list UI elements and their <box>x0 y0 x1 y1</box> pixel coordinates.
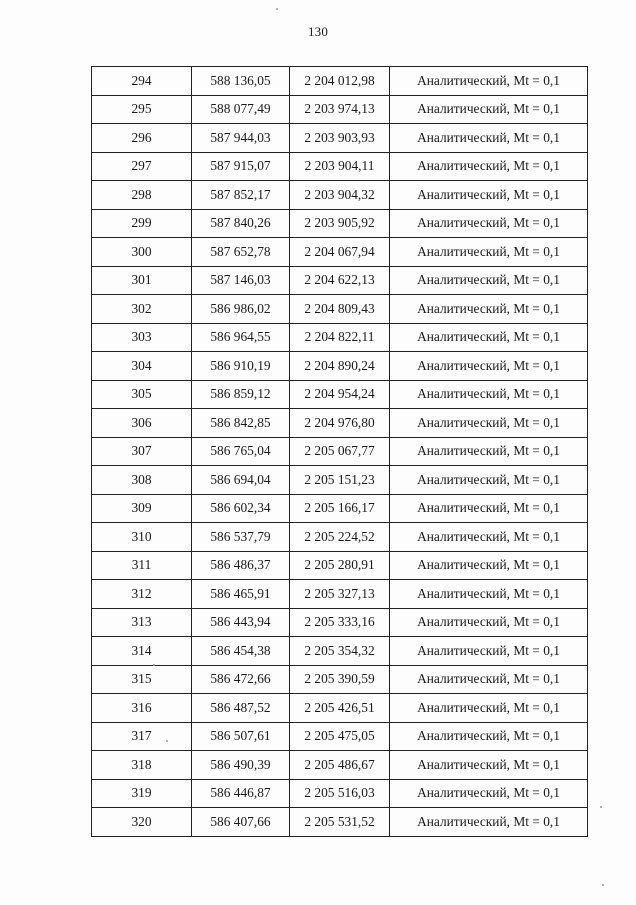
table-row <box>92 808 588 837</box>
page-number: 130 <box>307 24 329 39</box>
method-cell: Аналитический, Mt = 0,1 <box>390 323 588 352</box>
table-row <box>92 181 588 210</box>
y-coordinate-cell: 2 203 903,93 <box>290 124 390 153</box>
y-coordinate-cell: 2 203 974,13 <box>290 95 390 124</box>
point-number-cell: 302 <box>92 295 192 324</box>
y-coordinate-cell: 2 204 012,98 <box>290 67 390 96</box>
x-coordinate-cell: 587 944,03 <box>192 124 290 153</box>
y-coordinate-cell: 2 205 166,17 <box>290 494 390 523</box>
y-coordinate-cell: 2 203 904,11 <box>290 152 390 181</box>
table-row <box>92 95 588 124</box>
point-number-cell: 296 <box>92 124 192 153</box>
method-cell: Аналитический, Mt = 0,1 <box>390 352 588 381</box>
x-coordinate-cell: 586 490,39 <box>192 751 290 780</box>
x-coordinate-cell: 586 537,79 <box>192 523 290 552</box>
x-coordinate-cell: 586 472,66 <box>192 665 290 694</box>
scan-speck <box>602 884 604 886</box>
method-cell: Аналитический, Mt = 0,1 <box>390 437 588 466</box>
table-row <box>92 494 588 523</box>
method-cell: Аналитический, Mt = 0,1 <box>390 694 588 723</box>
x-coordinate-cell: 586 407,66 <box>192 808 290 837</box>
scan-speck <box>166 740 168 742</box>
table-row <box>92 209 588 238</box>
x-coordinate-cell: 586 986,02 <box>192 295 290 324</box>
point-number-cell: 304 <box>92 352 192 381</box>
x-coordinate-cell: 586 465,91 <box>192 580 290 609</box>
x-coordinate-cell: 586 446,87 <box>192 779 290 808</box>
coordinates-table-body <box>92 67 588 837</box>
table-row <box>92 67 588 96</box>
method-cell: Аналитический, Mt = 0,1 <box>390 580 588 609</box>
method-cell: Аналитический, Mt = 0,1 <box>390 751 588 780</box>
scan-speck <box>600 806 602 808</box>
x-coordinate-cell: 586 859,12 <box>192 380 290 409</box>
x-coordinate-cell: 587 915,07 <box>192 152 290 181</box>
point-number-cell: 307 <box>92 437 192 466</box>
point-number-cell: 312 <box>92 580 192 609</box>
point-number-cell: 305 <box>92 380 192 409</box>
point-number-cell: 301 <box>92 266 192 295</box>
point-number-cell: 309 <box>92 494 192 523</box>
x-coordinate-cell: 587 852,17 <box>192 181 290 210</box>
y-coordinate-cell: 2 205 390,59 <box>290 665 390 694</box>
table-row <box>92 722 588 751</box>
y-coordinate-cell: 2 204 622,13 <box>290 266 390 295</box>
x-coordinate-cell: 587 652,78 <box>192 238 290 267</box>
point-number-cell: 297 <box>92 152 192 181</box>
scan-speck <box>276 8 278 10</box>
method-cell: Аналитический, Mt = 0,1 <box>390 665 588 694</box>
y-coordinate-cell: 2 205 531,52 <box>290 808 390 837</box>
point-number-cell: 298 <box>92 181 192 210</box>
table-row <box>92 266 588 295</box>
point-number-cell: 310 <box>92 523 192 552</box>
x-coordinate-cell: 586 842,85 <box>192 409 290 438</box>
table-row <box>92 751 588 780</box>
point-number-cell: 294 <box>92 67 192 96</box>
point-number-cell: 318 <box>92 751 192 780</box>
table-row <box>92 694 588 723</box>
point-number-cell: 317 <box>92 722 192 751</box>
y-coordinate-cell: 2 205 516,03 <box>290 779 390 808</box>
method-cell: Аналитический, Mt = 0,1 <box>390 523 588 552</box>
table-row <box>92 380 588 409</box>
y-coordinate-cell: 2 205 151,23 <box>290 466 390 495</box>
x-coordinate-cell: 586 694,04 <box>192 466 290 495</box>
x-coordinate-cell: 586 602,34 <box>192 494 290 523</box>
y-coordinate-cell: 2 205 224,52 <box>290 523 390 552</box>
method-cell: Аналитический, Mt = 0,1 <box>390 124 588 153</box>
point-number-cell: 303 <box>92 323 192 352</box>
method-cell: Аналитический, Mt = 0,1 <box>390 466 588 495</box>
point-number-cell: 320 <box>92 808 192 837</box>
y-coordinate-cell: 2 205 280,91 <box>290 551 390 580</box>
point-number-cell: 306 <box>92 409 192 438</box>
x-coordinate-cell: 588 136,05 <box>192 67 290 96</box>
method-cell: Аналитический, Mt = 0,1 <box>390 266 588 295</box>
method-cell: Аналитический, Mt = 0,1 <box>390 808 588 837</box>
table-row <box>92 437 588 466</box>
method-cell: Аналитический, Mt = 0,1 <box>390 494 588 523</box>
y-coordinate-cell: 2 204 067,94 <box>290 238 390 267</box>
y-coordinate-cell: 2 205 426,51 <box>290 694 390 723</box>
y-coordinate-cell: 2 205 354,32 <box>290 637 390 666</box>
y-coordinate-cell: 2 205 486,67 <box>290 751 390 780</box>
method-cell: Аналитический, Mt = 0,1 <box>390 779 588 808</box>
table-row <box>92 779 588 808</box>
table-row <box>92 637 588 666</box>
table-row <box>92 295 588 324</box>
table-row <box>92 551 588 580</box>
point-number-cell: 319 <box>92 779 192 808</box>
method-cell: Аналитический, Mt = 0,1 <box>390 295 588 324</box>
method-cell: Аналитический, Mt = 0,1 <box>390 152 588 181</box>
point-number-cell: 308 <box>92 466 192 495</box>
point-number-cell: 295 <box>92 95 192 124</box>
x-coordinate-cell: 586 964,55 <box>192 323 290 352</box>
y-coordinate-cell: 2 204 890,24 <box>290 352 390 381</box>
x-coordinate-cell: 586 487,52 <box>192 694 290 723</box>
y-coordinate-cell: 2 205 067,77 <box>290 437 390 466</box>
y-coordinate-cell: 2 204 954,24 <box>290 380 390 409</box>
method-cell: Аналитический, Mt = 0,1 <box>390 409 588 438</box>
point-number-cell: 311 <box>92 551 192 580</box>
table-row <box>92 409 588 438</box>
point-number-cell: 315 <box>92 665 192 694</box>
x-coordinate-cell: 586 454,38 <box>192 637 290 666</box>
table-row <box>92 608 588 637</box>
method-cell: Аналитический, Mt = 0,1 <box>390 380 588 409</box>
x-coordinate-cell: 586 443,94 <box>192 608 290 637</box>
table-row <box>92 352 588 381</box>
y-coordinate-cell: 2 204 976,80 <box>290 409 390 438</box>
y-coordinate-cell: 2 205 327,13 <box>290 580 390 609</box>
coordinates-table <box>91 66 588 837</box>
table-row <box>92 124 588 153</box>
method-cell: Аналитический, Mt = 0,1 <box>390 238 588 267</box>
method-cell: Аналитический, Mt = 0,1 <box>390 722 588 751</box>
method-cell: Аналитический, Mt = 0,1 <box>390 181 588 210</box>
x-coordinate-cell: 587 840,26 <box>192 209 290 238</box>
table-row <box>92 580 588 609</box>
table-row <box>92 323 588 352</box>
x-coordinate-cell: 587 146,03 <box>192 266 290 295</box>
method-cell: Аналитический, Mt = 0,1 <box>390 551 588 580</box>
scan-speck <box>153 664 155 666</box>
x-coordinate-cell: 586 765,04 <box>192 437 290 466</box>
y-coordinate-cell: 2 205 333,16 <box>290 608 390 637</box>
x-coordinate-cell: 586 486,37 <box>192 551 290 580</box>
method-cell: Аналитический, Mt = 0,1 <box>390 95 588 124</box>
point-number-cell: 316 <box>92 694 192 723</box>
y-coordinate-cell: 2 203 904,32 <box>290 181 390 210</box>
method-cell: Аналитический, Mt = 0,1 <box>390 608 588 637</box>
method-cell: Аналитический, Mt = 0,1 <box>390 67 588 96</box>
point-number-cell: 299 <box>92 209 192 238</box>
point-number-cell: 300 <box>92 238 192 267</box>
table-row <box>92 665 588 694</box>
table-row <box>92 523 588 552</box>
y-coordinate-cell: 2 205 475,05 <box>290 722 390 751</box>
method-cell: Аналитический, Mt = 0,1 <box>390 209 588 238</box>
y-coordinate-cell: 2 204 809,43 <box>290 295 390 324</box>
y-coordinate-cell: 2 204 822,11 <box>290 323 390 352</box>
table-row <box>92 238 588 267</box>
x-coordinate-cell: 588 077,49 <box>192 95 290 124</box>
table-row <box>92 152 588 181</box>
point-number-cell: 314 <box>92 637 192 666</box>
x-coordinate-cell: 586 507,61 <box>192 722 290 751</box>
method-cell: Аналитический, Mt = 0,1 <box>390 637 588 666</box>
point-number-cell: 313 <box>92 608 192 637</box>
x-coordinate-cell: 586 910,19 <box>192 352 290 381</box>
y-coordinate-cell: 2 203 905,92 <box>290 209 390 238</box>
table-row <box>92 466 588 495</box>
